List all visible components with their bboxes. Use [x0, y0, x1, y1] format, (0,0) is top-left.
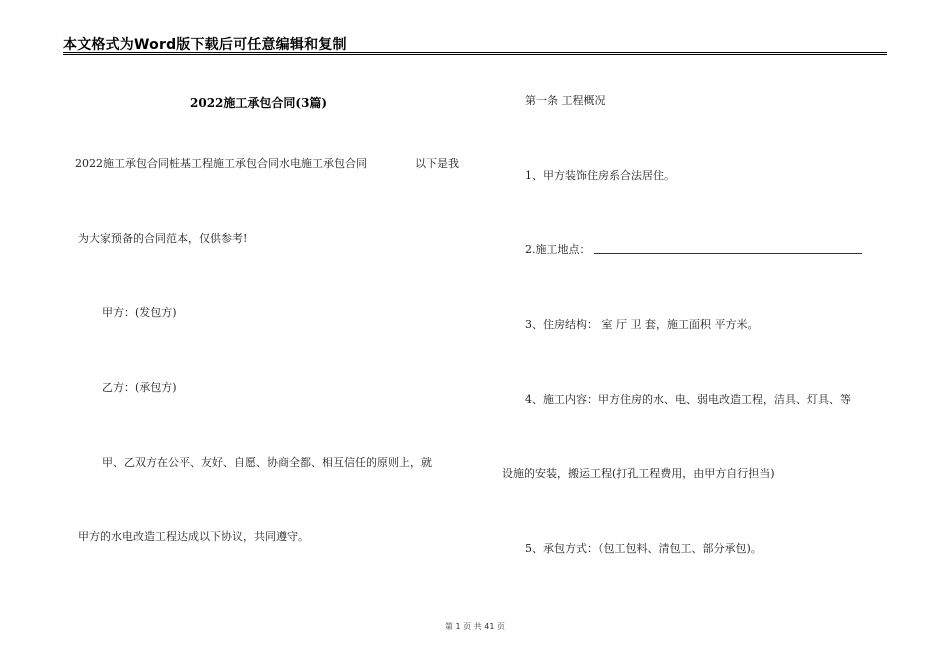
header-divider	[63, 52, 887, 53]
paragraph-line-2: 甲方的水电改造工程达成以下协议，共同遵守。	[78, 530, 309, 543]
intro-line-1: 2022施工承包合同桩基工程施工承包合同水电施工承包合同	[75, 157, 367, 170]
item-2-label: 2.施工地点：	[525, 243, 591, 256]
item-4-line-2: 设施的安装，搬运工程(打孔工程费用，由甲方自行担当)	[502, 467, 775, 480]
intro-line-1-tail: 以下是我	[415, 157, 459, 170]
article-1-heading: 第一条 工程概况	[525, 94, 606, 107]
intro-line-2: 为大家预备的合同范本，仅供参考!	[78, 232, 248, 245]
party-b: 乙方：(承包方)	[102, 381, 177, 394]
address-blank-line	[594, 253, 862, 254]
item-1: 1、甲方装饰住房系合法居住。	[525, 169, 675, 182]
paragraph-line-1: 甲、乙双方在公平、友好、自愿、协商全都、相互信任的原则上，就	[102, 456, 432, 469]
header-divider-secondary	[63, 54, 887, 55]
party-a: 甲方：(发包方)	[102, 306, 177, 319]
item-5: 5、承包方式：（包工包料、清包工、部分承包)。	[525, 542, 762, 555]
page-footer: 第 1 页 共 41 页	[445, 622, 505, 631]
item-3: 3、住房结构： 室 厅 卫 套，施工面积 平方米。	[525, 318, 759, 331]
document-title: 2022施工承包合同(3篇)	[190, 96, 328, 110]
item-4-line-1: 4、施工内容：甲方住房的水、电、弱电改造工程，洁具、灯具、等	[525, 393, 851, 406]
document-header: 本文格式为Word版下载后可任意编辑和复制	[63, 37, 347, 53]
